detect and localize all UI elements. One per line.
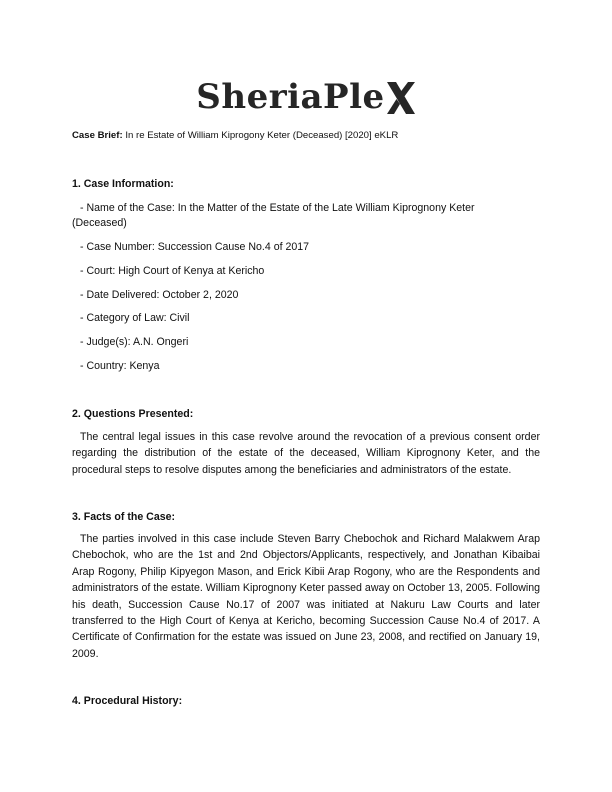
case-name-line-2: (Deceased) (72, 217, 127, 229)
case-brief-line (72, 129, 398, 142)
country: - Country: Kenya (80, 360, 160, 372)
court: - Court: High Court of Kenya at Kericho (80, 265, 265, 277)
date-delivered: - Date Delivered: October 2, 2020 (80, 289, 239, 301)
category-of-law: - Category of Law: Civil (80, 312, 190, 324)
sheriaplex-logo (0, 74, 612, 120)
case-number: - Case Number: Succession Cause No.4 of 2017 (80, 241, 310, 253)
section-heading-procedural-history: 4. Procedural History: (72, 695, 183, 707)
case-brief-title: In re Estate of William Kiprogony Keter (Deceased) [2020] eKLR (125, 130, 399, 141)
section-heading-case-information: 1. Case Information: (72, 178, 174, 190)
case-name-line-1: - Name of the Case: In the Matter of the Estate of the Late William Kiprognony Keter (80, 202, 475, 214)
questions-presented-paragraph: The central legal issues in this case revolve around the revocation of a previous consent order regarding the distribution of the estate of the deceased, William Kiprognony Keter, and the procedural steps to resolve disputes among the beneficiaries and administrators of the estate. (72, 431, 540, 476)
section-heading-questions-presented: 2. Questions Presented: (72, 408, 194, 420)
judges: - Judge(s): A.N. Ongeri (80, 336, 189, 348)
logo-x-mark-icon (386, 80, 416, 116)
case-brief-label: Case Brief: (72, 130, 123, 141)
facts-paragraph: The parties involved in this case include Steven Barry Chebochok and Richard Malakwem Arap Chebochok, who are the 1st and 2nd Objectors/Applicants, respectively, and Jonathan Kibaibai Arap Rogony, Philip Kipyegon Mason, and Erick Kibii Arap Rogony, who are the Respondents and administrators of the estate. William Kiprognony Keter passed away on October 13, 2005. Following his death, Succession Cause No.17 of 2007 was initiated at Nakuru Law Courts and later transferred to the High Court of Kenya at Kericho, becoming Succession Cause No.4 of 2017. A Certificate of Confirmation for the estate was issued on June 23, 2008, and rectified on January 19, 2009. (72, 533, 540, 660)
section-heading-facts: 3. Facts of the Case: (72, 511, 176, 523)
logo-text: SheriaPle (196, 77, 385, 117)
